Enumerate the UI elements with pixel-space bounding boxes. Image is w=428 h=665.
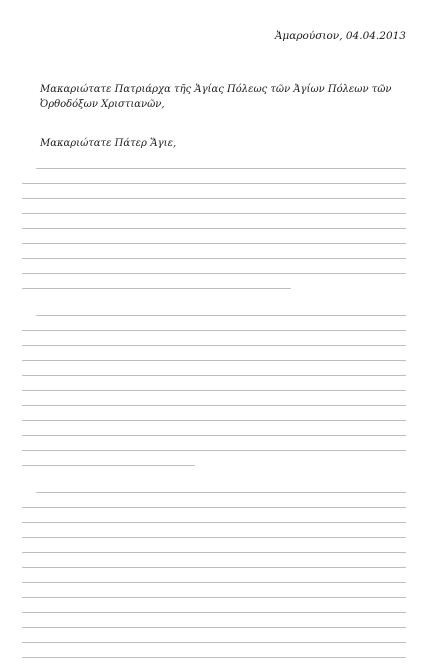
text-line-placeholder [22,398,406,413]
text-line-placeholder [22,191,406,206]
text-line-placeholder [22,266,406,281]
text-line-placeholder [22,281,406,296]
text-line-placeholder [22,413,406,428]
text-line-placeholder [22,515,406,530]
text-line-placeholder [22,620,406,635]
text-line-placeholder [22,176,406,191]
text-line-placeholder [22,236,406,251]
text-line-placeholder [22,353,406,368]
text-line-placeholder [22,338,406,353]
place-date: Ἀμαρούσιον, 04.04.2013 [274,30,406,42]
text-line-placeholder [22,560,406,575]
text-line-placeholder [22,590,406,605]
text-line-placeholder [22,635,406,650]
text-line-placeholder [22,500,406,515]
text-line-placeholder [22,368,406,383]
addressee: Μακαριώτατε Πατριάρχα τῆς Ἁγίας Πόλεως τῶν Ἀγίων Πόλεων τῶν Ὀρθοδόξων Χριστιανῶν, [40,84,392,110]
text-line-placeholder [22,161,406,176]
text-line-placeholder [22,383,406,398]
text-line-placeholder [22,605,406,620]
text-line-placeholder [22,206,406,221]
text-line-placeholder [22,545,406,560]
text-line-placeholder [22,485,406,500]
text-line-placeholder [22,251,406,266]
text-line-placeholder [22,575,406,590]
text-line-placeholder [22,308,406,323]
text-line-placeholder [22,428,406,443]
text-line-placeholder [22,530,406,545]
text-line-placeholder [22,443,406,458]
text-line-placeholder [22,650,406,665]
paragraph-unreadable [22,485,406,665]
text-line-placeholder [22,221,406,236]
text-line-placeholder [22,458,406,473]
paragraph-unreadable [22,308,406,473]
paragraph-unreadable [22,161,406,296]
salutation: Μακαριώτατε Πάτερ Ἅγιε, [40,138,177,149]
text-line-placeholder [22,323,406,338]
